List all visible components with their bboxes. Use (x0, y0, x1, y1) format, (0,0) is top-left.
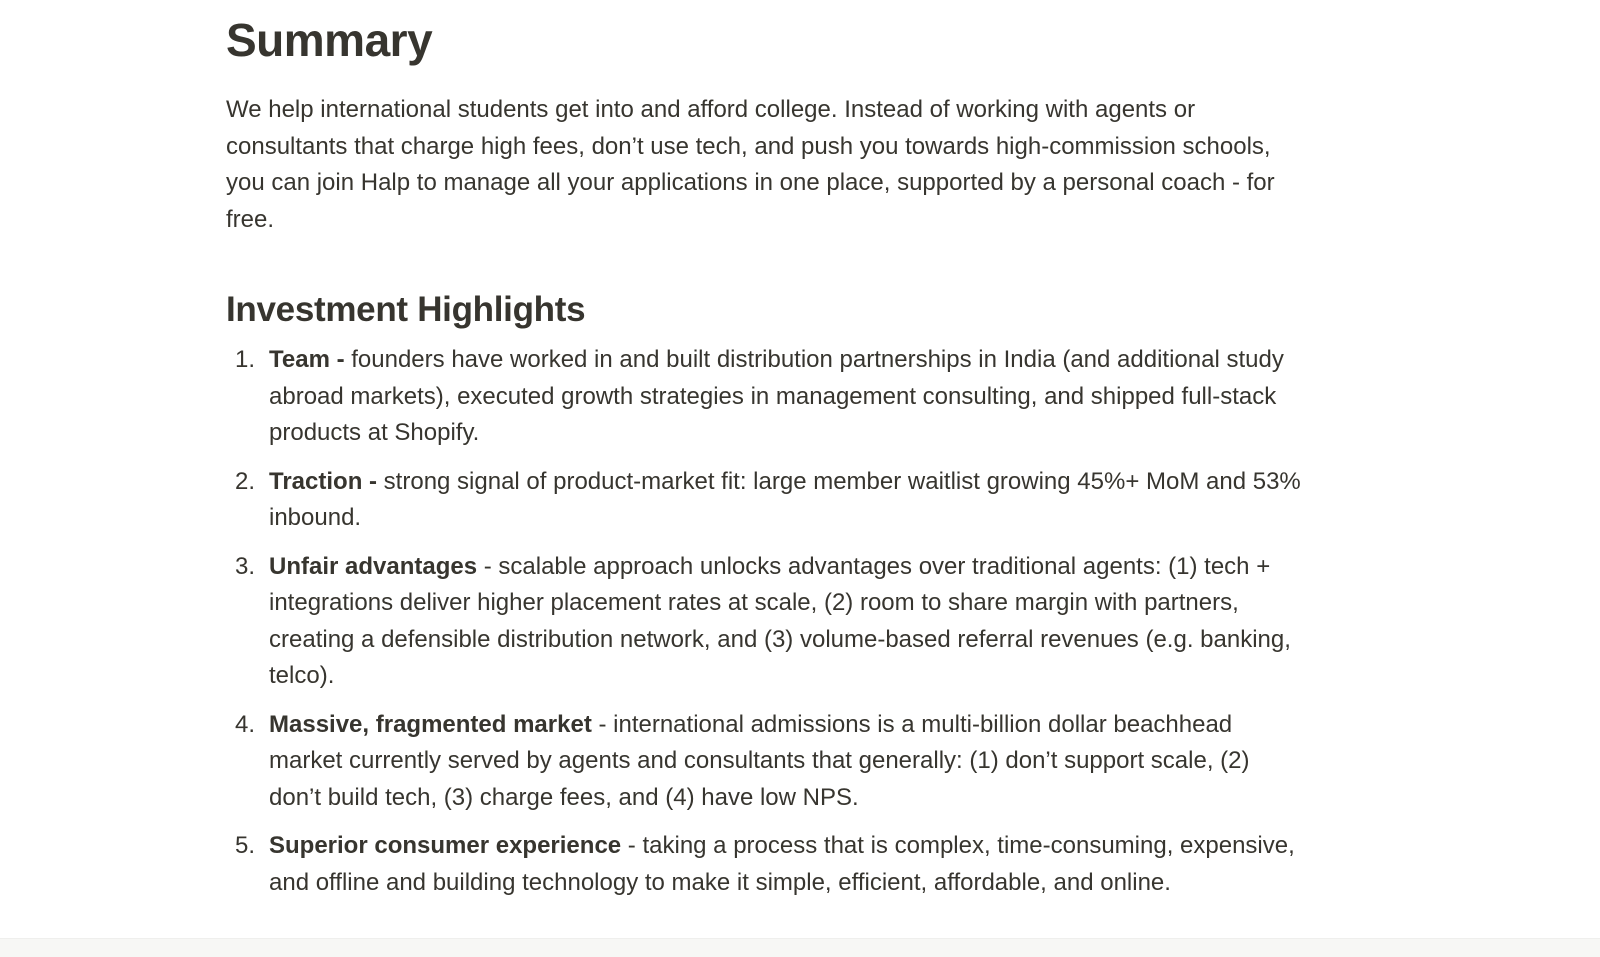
highlight-item-team (226, 342, 1306, 452)
list-number: 1. (235, 346, 256, 373)
list-number: 4. (235, 710, 256, 738)
highlights-list (226, 342, 1306, 901)
highlight-text: founders have worked in and built distribution partnerships in India (and additional study abroad markets), executed growth strategies in management consulting, and shipped full-stack products at Shopify. (269, 346, 1284, 446)
highlight-text: strong signal of product-market fit: large member waitlist growing 45%+ MoM and 53% inbound. (269, 467, 1301, 531)
summary-heading: Summary (226, 14, 433, 66)
document-page (226, 0, 1306, 913)
highlight-text: - scalable approach unlocks advantages over traditional agents: (1) tech + integrations deliver higher placement rates at scale, (2) room to share margin with partners, creating a defensible distribution network, and (3) volume-based referral revenues (e.g. banking, telco). (269, 552, 1291, 689)
summary-paragraph: We help international students get into and afford college. Instead of working with agents or consultants that charge high fees, don’t use tech, and push you towards high-commission schools, you can join Halp to manage all your applications in one place, supported by a personal coach - for free. (226, 96, 1275, 233)
highlight-item-market (226, 707, 1306, 817)
highlight-item-consumer-experience (226, 828, 1306, 901)
highlight-lead: Team - (269, 346, 345, 373)
highlight-lead: Unfair advantages (269, 552, 478, 580)
bottom-scroll-area (0, 938, 1600, 957)
list-number: 2. (235, 467, 256, 495)
highlight-lead: Superior consumer experience (269, 832, 622, 859)
highlight-item-traction (226, 464, 1306, 537)
highlight-item-unfair-advantages (226, 549, 1306, 695)
highlight-text: - taking a process that is complex, time-consuming, expensive, and offline and building technology to make it simple, efficient, affordable, and online. (269, 832, 1295, 896)
highlight-text: - international admissions is a multi-billion dollar beachhead market currently served by agents and consultants that generally: (1) don’t support scale, (2) don’t build tech, (3) charge fees, and (4) have low NPS. (269, 710, 1250, 811)
investment-highlights-heading: Investment Highlights (226, 290, 586, 329)
list-number: 3. (235, 552, 256, 580)
highlight-lead: Massive, fragmented market (269, 710, 592, 738)
list-number: 5. (235, 832, 256, 859)
highlight-lead: Traction - (269, 467, 378, 495)
